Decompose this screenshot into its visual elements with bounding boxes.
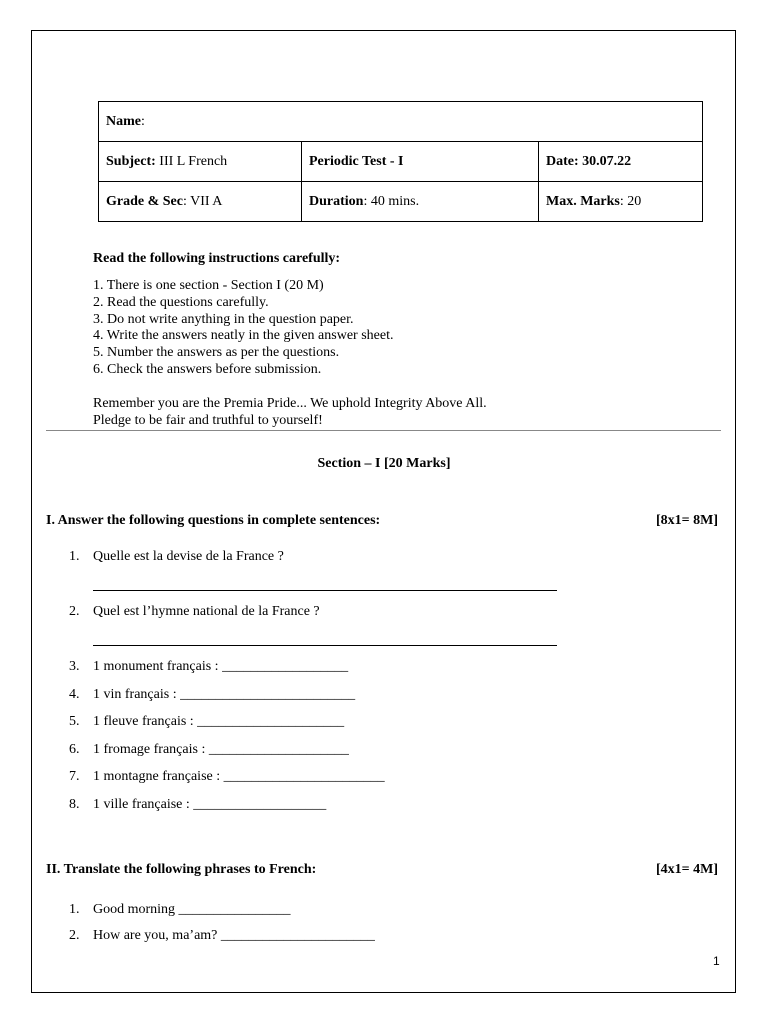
- marks-cell: [539, 182, 703, 222]
- instruction-item: 5. Number the answers as per the questions.: [93, 345, 340, 361]
- question-item: [69, 797, 326, 813]
- question-text: 1 montagne française : _______________________: [93, 769, 385, 784]
- name-label: Name: [106, 113, 141, 129]
- question-number: 6.: [69, 742, 80, 757]
- question-item: [69, 714, 344, 730]
- part1-marks: [8x1= 8M]: [655, 513, 718, 528]
- question-text: Good morning ________________: [93, 902, 291, 917]
- date-label: Date: 30.07.22: [546, 153, 632, 169]
- question-text: Quelle est la devise de la France ?: [93, 549, 284, 564]
- question-item: [69, 549, 284, 565]
- part2-heading: II. Translate the following phrases to French:: [46, 862, 317, 877]
- instruction-item: 4. Write the answers neatly in the given answer sheet.: [93, 328, 394, 344]
- question-item: [69, 604, 320, 620]
- question-item: [69, 687, 355, 703]
- pledge-line: Pledge to be fair and truthful to yourself!: [93, 412, 323, 428]
- question-number: 7.: [69, 769, 80, 784]
- question-item: [69, 769, 385, 785]
- name-cell[interactable]: [99, 102, 703, 142]
- part1-heading: I. Answer the following questions in complete sentences:: [46, 513, 381, 528]
- question-text: 1 ville française : ___________________: [93, 797, 327, 812]
- question-item: [69, 742, 349, 758]
- question-text: 1 monument français : __________________: [93, 659, 349, 674]
- question-item: [69, 659, 348, 675]
- duration-label: Duration: [309, 193, 364, 209]
- answer-line: [93, 590, 557, 591]
- grade-label: Grade & Sec: [106, 193, 183, 209]
- question-text: 1 vin français : _________________________: [93, 687, 356, 702]
- pledge-line: Remember you are the Premia Pride... We uphold Integrity Above All.: [93, 396, 487, 411]
- duration-value: : 40 mins.: [363, 193, 420, 209]
- question-item: [69, 902, 291, 918]
- question-number: 2.: [69, 928, 80, 943]
- question-number: 1.: [69, 902, 80, 917]
- grade-value: : VII A: [182, 193, 223, 209]
- part2-marks: [4x1= 4M]: [655, 862, 718, 877]
- instructions-title: Read the following instructions carefully:: [93, 251, 341, 266]
- pledge-text: [93, 396, 487, 430]
- subject-label: Subject:: [106, 153, 156, 169]
- test-cell: [302, 142, 539, 182]
- date-cell: [539, 142, 703, 182]
- answer-line: [93, 645, 557, 646]
- question-number: 2.: [69, 604, 80, 619]
- instruction-item: 3. Do not write anything in the question paper.: [93, 311, 354, 327]
- section-title: Section – I [20 Marks]: [317, 456, 451, 471]
- marks-label: Max. Marks: [546, 193, 620, 209]
- duration-cell: [302, 182, 539, 222]
- question-text: How are you, ma’am? ______________________: [93, 928, 375, 943]
- marks-value: : 20: [619, 193, 642, 209]
- instruction-item: 6. Check the answers before submission.: [93, 361, 322, 377]
- question-number: 4.: [69, 687, 80, 702]
- instruction-item: 1. There is one section - Section I (20 M): [93, 278, 324, 293]
- divider: [46, 430, 721, 431]
- subject-cell: [99, 142, 302, 182]
- question-text: Quel est l’hymne national de la France ?: [93, 604, 320, 619]
- page-number: 1: [713, 954, 720, 968]
- header-table: [98, 101, 703, 222]
- instruction-item: 2. Read the questions carefully.: [93, 294, 269, 310]
- question-text: 1 fleuve français : _____________________: [93, 714, 345, 729]
- subject-value: III L French: [155, 153, 228, 169]
- grade-cell: [99, 182, 302, 222]
- question-number: 8.: [69, 797, 80, 812]
- question-number: 5.: [69, 714, 80, 729]
- question-number: 1.: [69, 549, 80, 564]
- question-number: 3.: [69, 659, 80, 674]
- instructions-list: [93, 278, 393, 379]
- question-item: [69, 928, 375, 944]
- test-label: Periodic Test - I: [309, 153, 404, 169]
- question-text: 1 fromage français : ____________________: [93, 742, 349, 757]
- name-colon: :: [141, 113, 145, 129]
